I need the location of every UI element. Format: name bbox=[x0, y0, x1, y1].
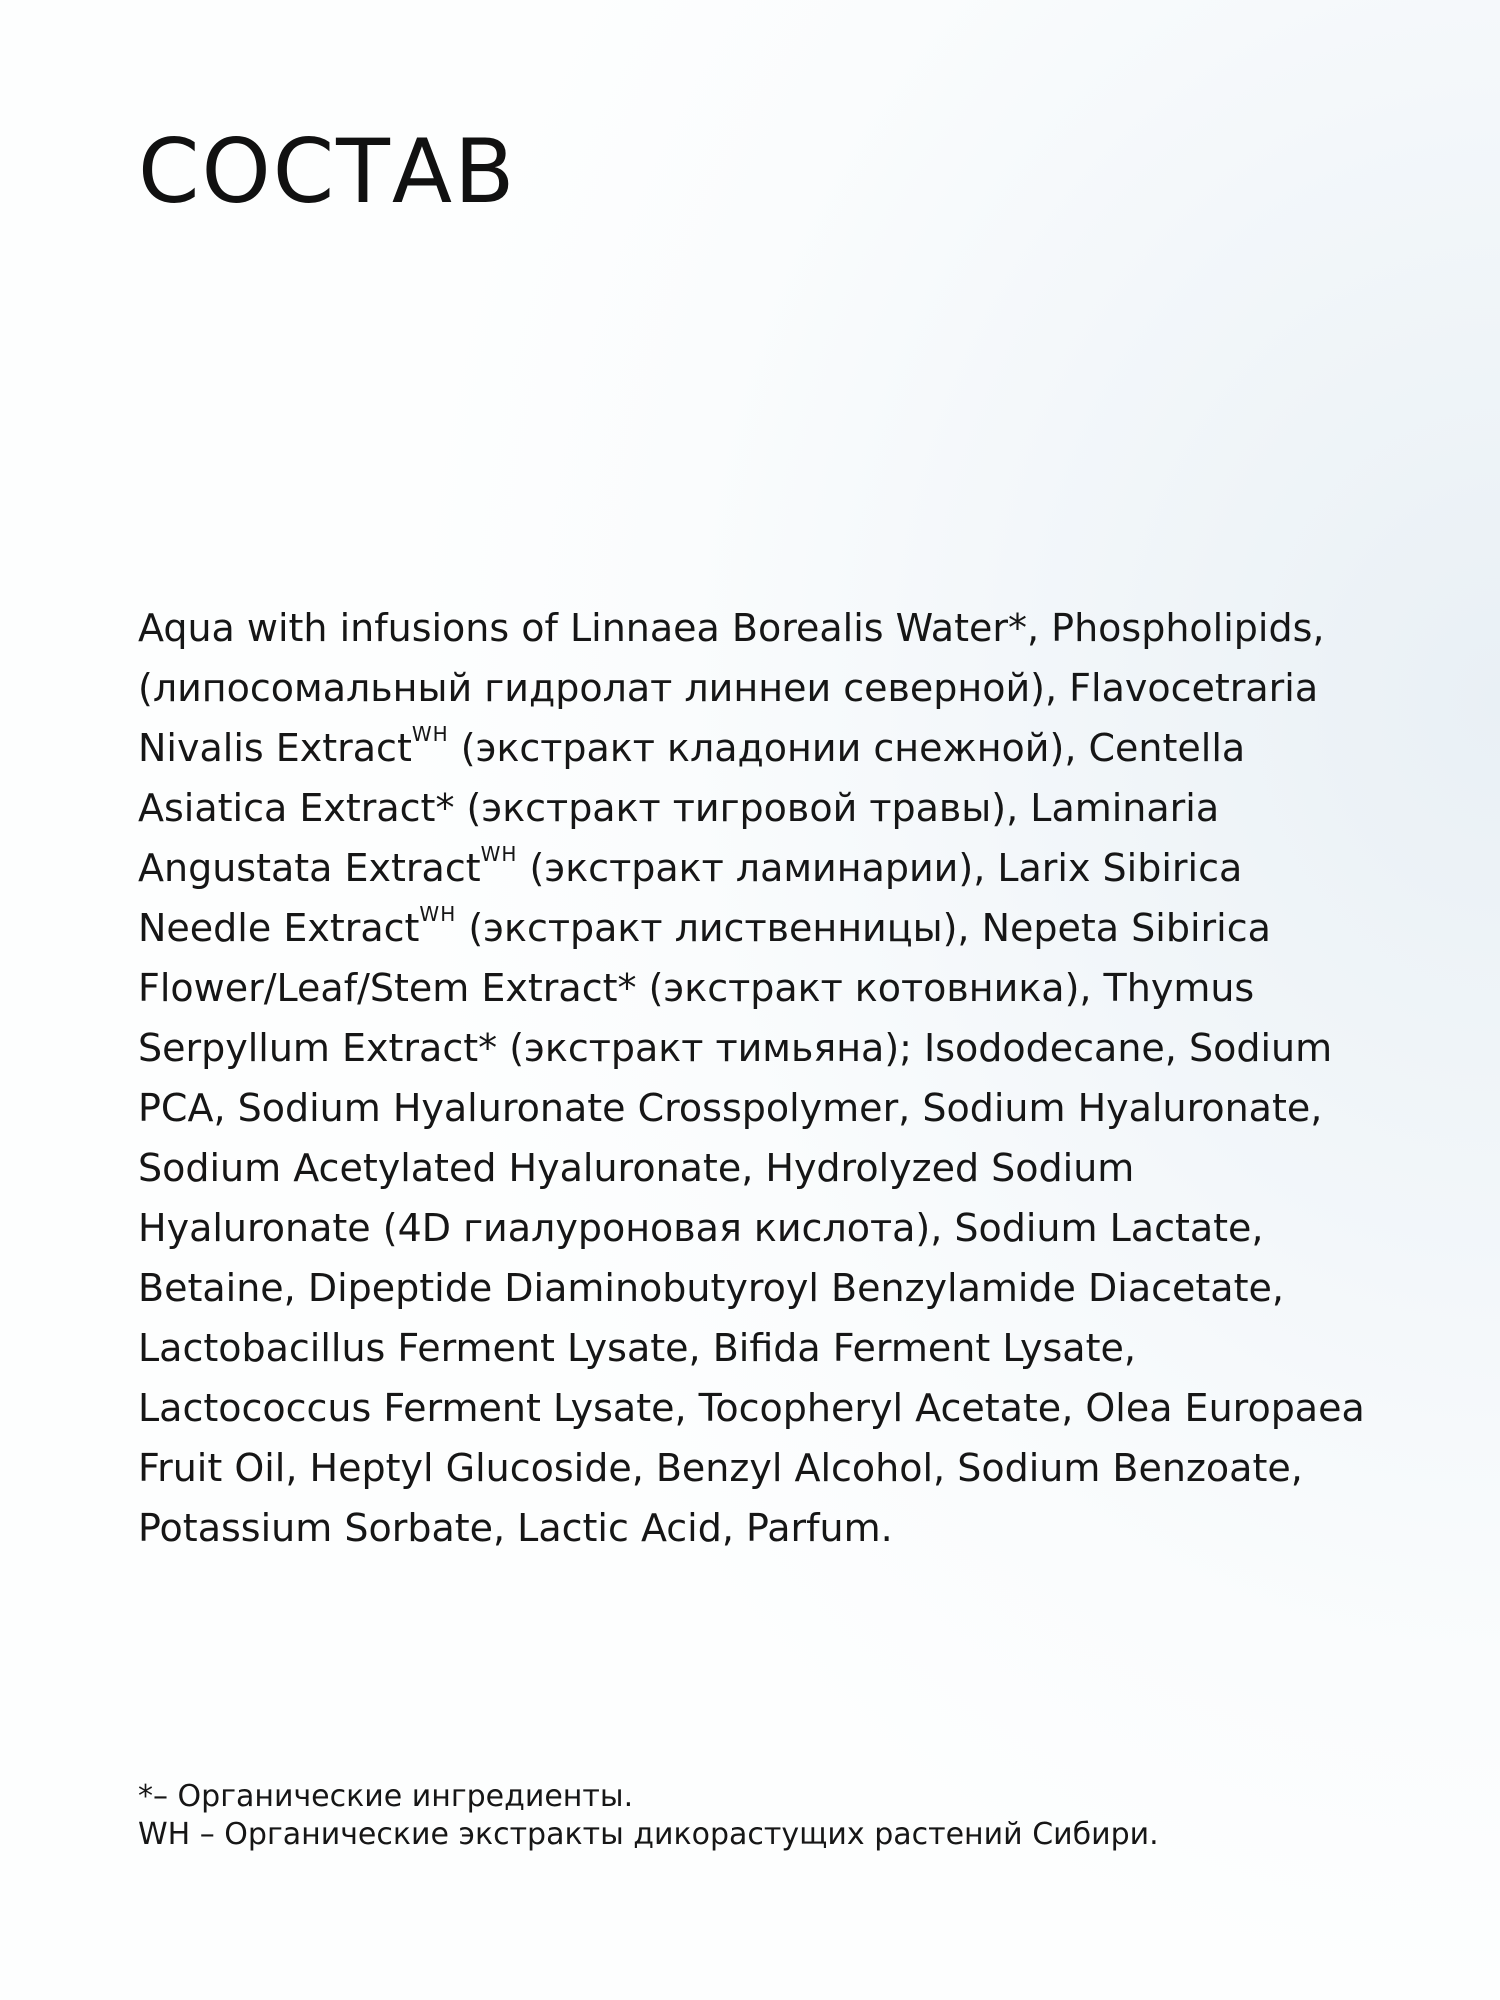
ingredients-text bbox=[138, 598, 1378, 1558]
ingredients-part-2: (экстракт кладонии снежной), Centella Asiatica Extract* (экстракт тигровой травы), Laminaria Angustata Extract bbox=[138, 726, 1246, 890]
wh-marker-2: WH bbox=[480, 842, 518, 866]
footnotes bbox=[138, 1778, 1159, 1854]
footnote-wild-harvest: WH – Органические экстракты дикорастущих растений Сибири. bbox=[138, 1817, 1159, 1852]
ingredients-part-3: (экстракт ламинарии), Larix Sibirica Needle Extract bbox=[138, 846, 1243, 950]
wh-marker-1: WH bbox=[411, 722, 449, 746]
footnote-organic: *– Органические ингредиенты. bbox=[138, 1779, 634, 1814]
wh-marker-3: WH bbox=[419, 902, 457, 926]
page-title: СОСТАВ bbox=[138, 120, 517, 223]
ingredients-part-1: Aqua with infusions of Linnaea Borealis Water*, Phospholipids, (липосомальный гидролат линнеи северной), Flavocetraria Nivalis Extract bbox=[138, 606, 1325, 770]
ingredients-part-4: (экстракт лиственницы), Nepeta Sibirica Flower/Leaf/Stem Extract* (экстракт котовника), Thymus Serpyllum Extract* (экстракт тимьяна); Isododecane, Sodium PCA, Sodium Hyaluronate Crosspolymer, Sodium Hyaluronate, Sodium Acetylated Hyaluronate, Hydrolyzed Sodium Hyaluronate (4D гиалуроновая кислота), Sodium Lactate, Betaine, Dipeptide Diaminobutyroyl Benzylamide Diacetate, Lactobacillus Ferment Lysate, Bifida Ferment Lysate, Lactococcus Ferment Lysate, Tocopheryl Acetate, Olea Europaea Fruit Oil, Heptyl Glucoside, Benzyl Alcohol, Sodium Benzoate, Potassium Sorbate, Lactic Acid, Parfum. bbox=[138, 906, 1365, 1550]
